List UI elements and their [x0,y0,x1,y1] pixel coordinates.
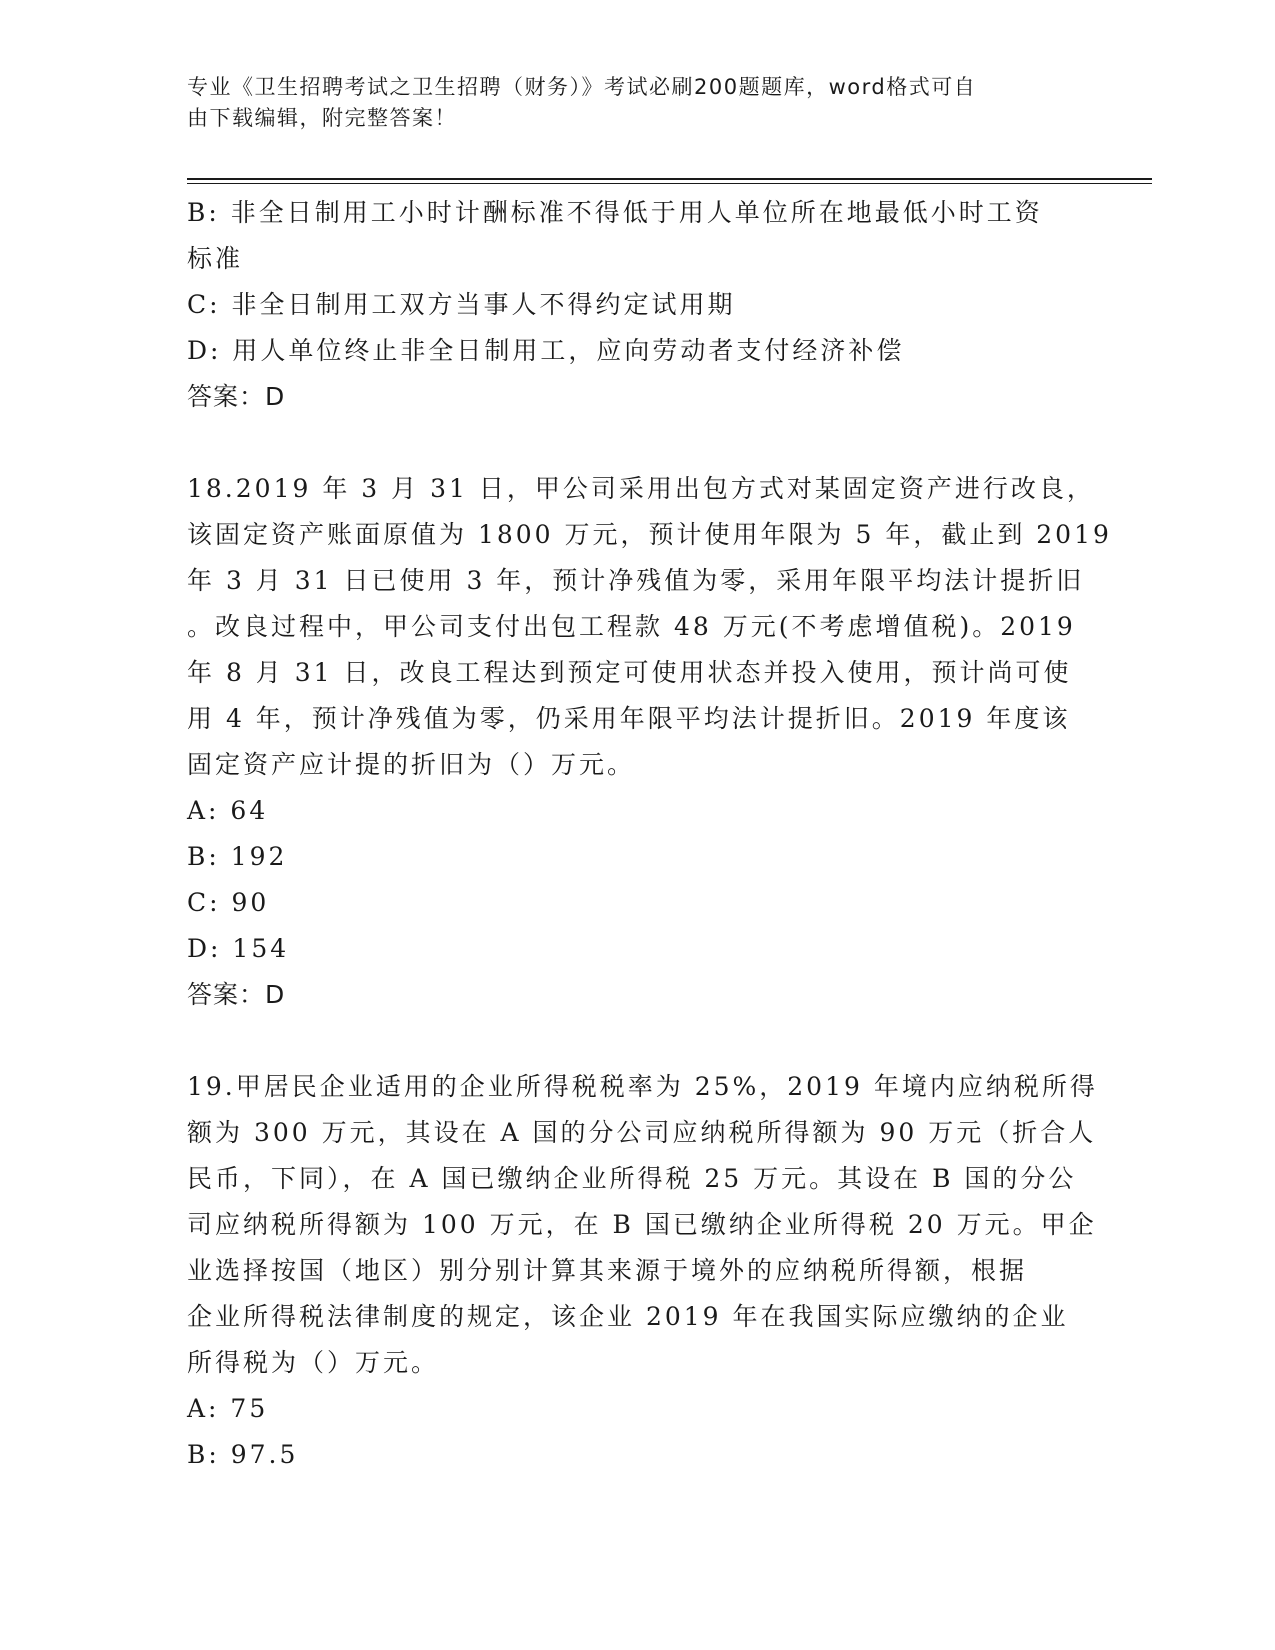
spacer [187,1018,1087,1064]
q18-answer: 答案：D [187,980,286,1009]
q17-answer: 答案：D [187,382,286,411]
q18-text-line: 该固定资产账面原值为 1800 万元，预计使用年限为 5 年，截止到 2019 [187,520,1112,549]
q18-option-c: C: 90 [187,888,270,917]
q17-option-d: D: 用人单位终止非全日制用工，应向劳动者支付经济补偿 [187,336,905,365]
q18-text-line: 固定资产应计提的折旧为（）万元。 [187,750,636,779]
q19-option-a: A: 75 [187,1394,269,1423]
question-17 [187,190,1087,420]
q19-option-b: B: 97.5 [187,1440,299,1469]
q19-text-line: 司应纳税所得额为 100 万元，在 B 国已缴纳企业所得税 20 万元。甲企 [187,1210,1097,1239]
q19-text-line: 所得税为（）万元。 [187,1348,440,1377]
header-line-2: 由下载编辑，附完整答案！ [187,106,457,130]
q17-option-c: C: 非全日制用工双方当事人不得约定试用期 [187,290,736,319]
header-divider-thin [187,183,1152,184]
document-header [187,72,1067,134]
q19-text-line: 企业所得税法律制度的规定，该企业 2019 年在我国实际应缴纳的企业 [187,1302,1069,1331]
q18-text-line: 用 4 年，预计净残值为零，仍采用年限平均法计提折旧。2019 年度该 [187,704,1071,733]
spacer [187,420,1087,466]
question-18 [187,466,1112,1018]
q19-text-line: 19.甲居民企业适用的企业所得税税率为 25%，2019 年境内应纳税所得 [187,1072,1098,1101]
q17-option-b-line-1: B: 非全日制用工小时计酬标准不得低于用人单位所在地最低小时工资 [187,198,1043,227]
q18-option-b: B: 192 [187,842,288,871]
q18-text-line: 年 3 月 31 日已使用 3 年，预计净残值为零，采用年限平均法计提折旧 [187,566,1085,595]
q18-option-a: A: 64 [187,796,269,825]
q17-option-b-line-2: 标准 [187,244,244,273]
q19-text-line: 民币，下同），在 A 国已缴纳企业所得税 25 万元。其设在 B 国的分公 [187,1164,1077,1193]
q18-text-line: 18.2019 年 3 月 31 日，甲公司采用出包方式对某固定资产进行改良， [187,474,1095,503]
q18-option-d: D: 154 [187,934,290,963]
q18-text-line: 。改良过程中，甲公司支付出包工程款 48 万元(不考虑增值税)。2019 [187,612,1076,641]
q19-text-line: 额为 300 万元，其设在 A 国的分公司应纳税所得额为 90 万元（折合人 [187,1118,1097,1147]
q18-text-line: 年 8 月 31 日，改良工程达到预定可使用状态并投入使用，预计尚可使 [187,658,1072,687]
question-19 [187,1064,1098,1478]
q19-text-line: 业选择按国（地区）别分别计算其来源于境外的应纳税所得额，根据 [187,1256,1028,1285]
document-body [187,190,1112,1478]
header-line-1: 专业《卫生招聘考试之卫生招聘（财务）》考试必刷200题题库，word格式可自 [187,75,977,99]
header-divider-thick [187,178,1152,180]
